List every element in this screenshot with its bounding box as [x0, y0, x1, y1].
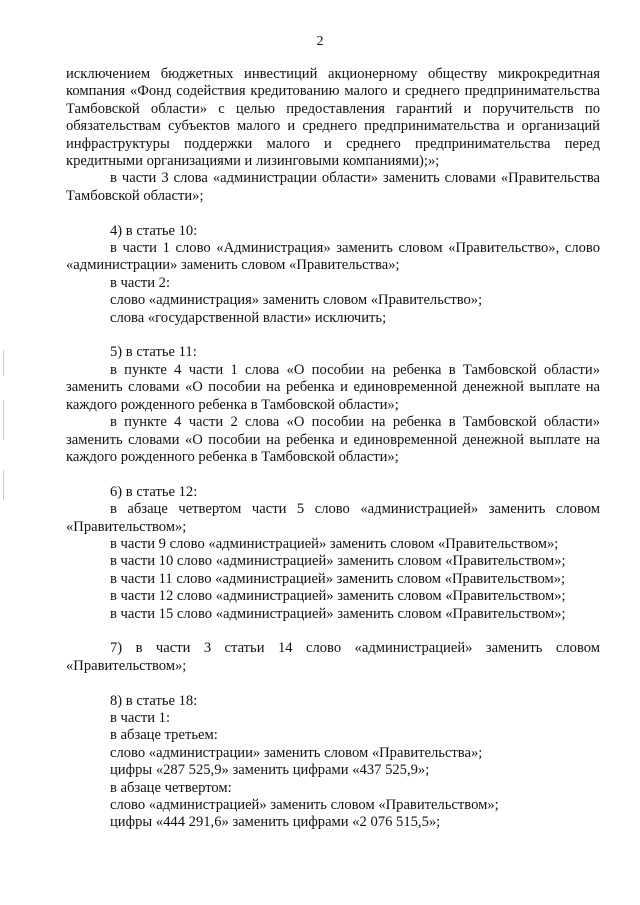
paragraph-gap — [66, 466, 600, 483]
document-paragraph: в части 9 слово «администрацией» заменить словом «Правительством»; — [110, 535, 559, 552]
document-paragraph: в части 12 слово «администрацией» заменить словом «Правительством»; — [110, 588, 566, 605]
document-paragraph: в абзаце четвертом части 5 слово «администрацией» заменить словом «Правительством»; — [66, 501, 600, 535]
document-paragraph: в части 1: — [110, 709, 171, 726]
document-paragraph: в части 3 слова «администрации области» заменить словами «Правительства Тамбовской области»; — [66, 170, 600, 204]
scan-artifact-line — [3, 400, 4, 440]
paragraph-gap — [66, 205, 600, 222]
document-paragraph: 4) в статье 10: — [110, 222, 198, 239]
page-number: 2 — [316, 34, 324, 49]
document-paragraph: слово «администрацией» заменить словом «Правительством»; — [110, 796, 499, 813]
document-paragraph: в части 15 слово «администрацией» заменить словом «Правительством»; — [110, 605, 566, 622]
document-paragraph: в абзаце третьем: — [110, 727, 218, 744]
document-paragraph: цифры «287 525,9» заменить цифрами «437 525,9»; — [110, 762, 430, 779]
document-paragraph: в части 11 слово «администрацией» заменить словом «Правительством»; — [110, 570, 566, 587]
document-paragraph: слова «государственной власти» исключить; — [110, 309, 387, 326]
paragraph-gap — [66, 327, 600, 344]
document-paragraph: слово «администрация» заменить словом «Правительство»; — [110, 292, 483, 309]
document-paragraph: в части 1 слово «Администрация» заменить словом «Правительство», слово «администрации» заменить словом «Правительства»; — [66, 240, 600, 274]
document-paragraph: 7) в части 3 статьи 14 слово «администрацией» заменить словом «Правительством»; — [66, 640, 600, 674]
document-paragraph: в абзаце четвертом: — [110, 779, 232, 796]
document-paragraph: исключением бюджетных инвестиций акционерному обществу микрокредитная компания «Фонд содействия кредитованию малого и среднего предпринимательства Тамбовской области» с целью предоставления гарантий и поручительств по обязательствам субъектов малого и среднего предпринимательства и организаций инфраструктуры поддержки малого и среднего предпринимательства перед кредитными организациями и лизинговыми компаниями);»; — [66, 66, 600, 170]
document-paragraph: в части 2: — [110, 274, 171, 291]
scan-artifact-line — [3, 470, 4, 500]
document-paragraph: в пункте 4 части 2 слова «О пособии на ребенка в Тамбовской области» заменить словами «О пособии на ребенка и единовременной денежной выплате на каждого рожденного ребенка в Тамбовской области»; — [66, 414, 600, 465]
document-paragraph: 6) в статье 12: — [110, 483, 198, 500]
document-paragraph: 5) в статье 11: — [110, 344, 197, 361]
document-paragraph: 8) в статье 18: — [110, 692, 198, 709]
document-paragraph: цифры «444 291,6» заменить цифрами «2 076 515,5»; — [110, 814, 441, 831]
document-paragraph: в части 10 слово «администрацией» заменить словом «Правительством»; — [110, 553, 566, 570]
scan-artifact-line — [3, 350, 4, 376]
document-paragraph: в пункте 4 части 1 слова «О пособии на ребенка в Тамбовской области» заменить словами «О пособии на ребенка и единовременной денежной выплате на каждого рожденного ребенка в Тамбовской области»; — [66, 361, 600, 413]
paragraph-gap — [66, 623, 600, 640]
paragraph-gap — [66, 675, 600, 692]
document-paragraph: слово «администрации» заменить словом «Правительства»; — [110, 744, 483, 761]
document-body — [66, 66, 600, 832]
